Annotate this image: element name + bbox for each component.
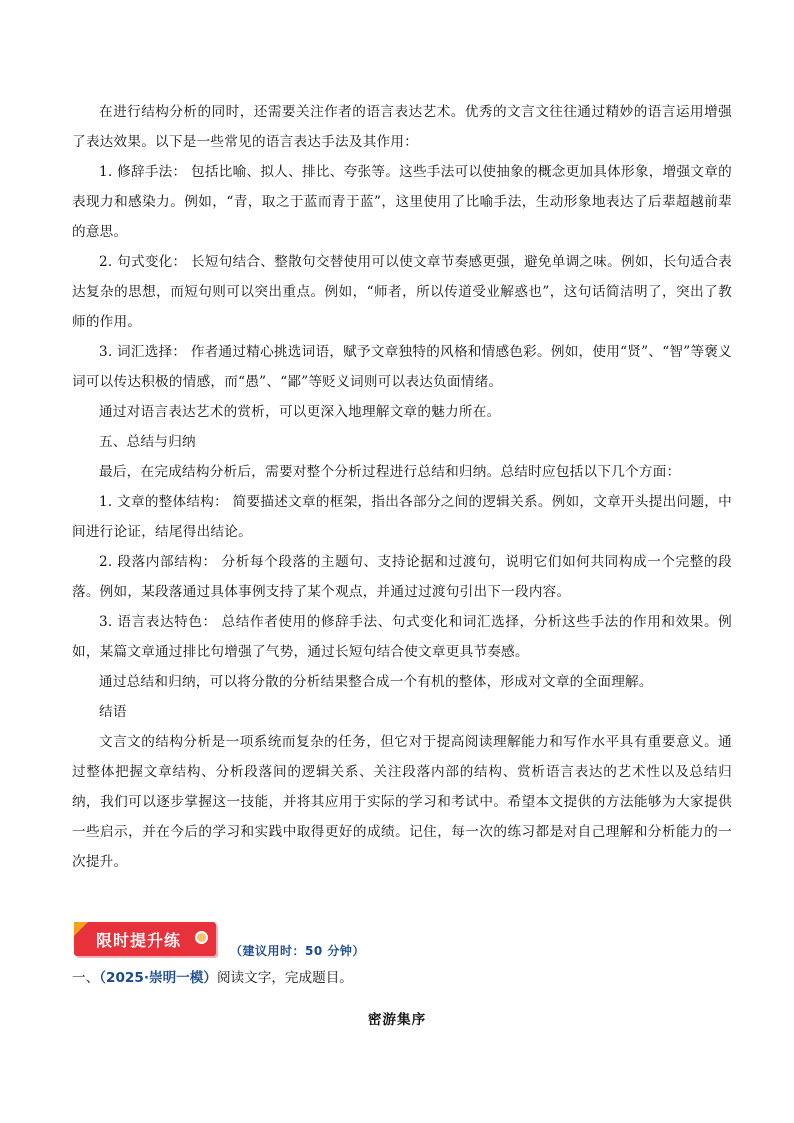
banner-dot-icon: [195, 931, 208, 944]
section-heading: 结语: [99, 704, 127, 720]
paragraph: 在进行结构分析的同时，还需要关注作者的语言表达艺术。优秀的文言文往往通过精妙的语言运用增强了表达效果。以下是一些常见的语言表达手法及其作用：: [72, 104, 732, 150]
section-heading: 五、总结与归纳: [99, 434, 196, 450]
paragraph: 3. 语言表达特色： 总结作者使用的修辞手法、句式变化和词汇选择，分析这些手法的作用和效果。例如，某篇文章通过排比句增强了气势，通过长短句结合使文章更具节奏感。: [72, 614, 732, 660]
paragraph: 通过对语言表达艺术的赏析，可以更深入地理解文章的魅力所在。: [99, 404, 501, 420]
question-text: 阅读文字，完成题目。: [216, 970, 353, 986]
body-text: [72, 97, 732, 877]
paragraph: 3. 词汇选择： 作者通过精心挑选词语，赋予文章独特的风格和情感色彩。例如，使用“贤”、“智”等褒义词可以传达积极的情感，而“愚”、“鄙”等贬义词则可以表达负面情绪。: [72, 344, 732, 390]
suggested-time: （建议用时：50 分钟）: [230, 944, 365, 958]
question-line: [72, 966, 353, 986]
paragraph: 最后，在完成结构分析后，需要对整个分析过程进行总结和归纳。总结时应包括以下几个方面：: [99, 464, 681, 480]
practice-section-header: [70, 912, 730, 962]
paragraph: 2. 段落内部结构： 分析每个段落的主题句、支持论据和过渡句，说明它们如何共同构成一个完整的段落。例如，某段落通过具体事例支持了某个观点，并通过过渡句引出下一段内容。: [72, 554, 732, 600]
paragraph: 通过总结和归纳，可以将分散的分析结果整合成一个有机的整体，形成对文章的全面理解。: [99, 674, 653, 690]
paragraph: 1. 文章的整体结构： 简要描述文章的框架，指出各部分之间的逻辑关系。例如，文章开头提出问题，中间进行论证，结尾得出结论。: [72, 494, 732, 540]
paragraph: 2. 句式变化： 长短句结合、整散句交替使用可以使文章节奏感更强，避免单调之味。例如，长句适合表达复杂的思想，而短句则可以突出重点。例如，“师者，所以传道受业解惑也”，这句话简洁明了，突出了教师的作用。: [72, 254, 732, 330]
banner-corner-icon: [74, 922, 88, 936]
article-title: 密游集序: [367, 1012, 427, 1028]
paragraph: 文言文的结构分析是一项系统而复杂的任务，但它对于提高阅读理解能力和写作水平具有重要意义。通过整体把握文章结构、分析段落间的逻辑关系、关注段落内部的结构、赏析语言表达的艺术性以及总结归纳，我们可以逐步掌握这一技能，并将其应用于实际的学习和考试中。希望本文提供的方法能够为大家提供一些启示，并在今后的学习和实践中取得更好的成绩。记住，每一次的练习都是对自己理解和分析能力的一次提升。: [72, 734, 732, 870]
question-prefix: 一、: [72, 970, 100, 986]
paragraph: 1. 修辞手法： 包括比喻、拟人、排比、夸张等。这些手法可以使抽象的概念更加具体形象，增强文章的表现力和感染力。例如，“青，取之于蓝而青于蓝”，这里使用了比喻手法，生动形象地表达了后辈超越前辈的意思。: [72, 164, 732, 240]
banner-label: 限时提升练: [96, 931, 182, 950]
practice-banner: [74, 922, 216, 956]
question-source: （2025·崇明一模）: [99, 970, 217, 986]
